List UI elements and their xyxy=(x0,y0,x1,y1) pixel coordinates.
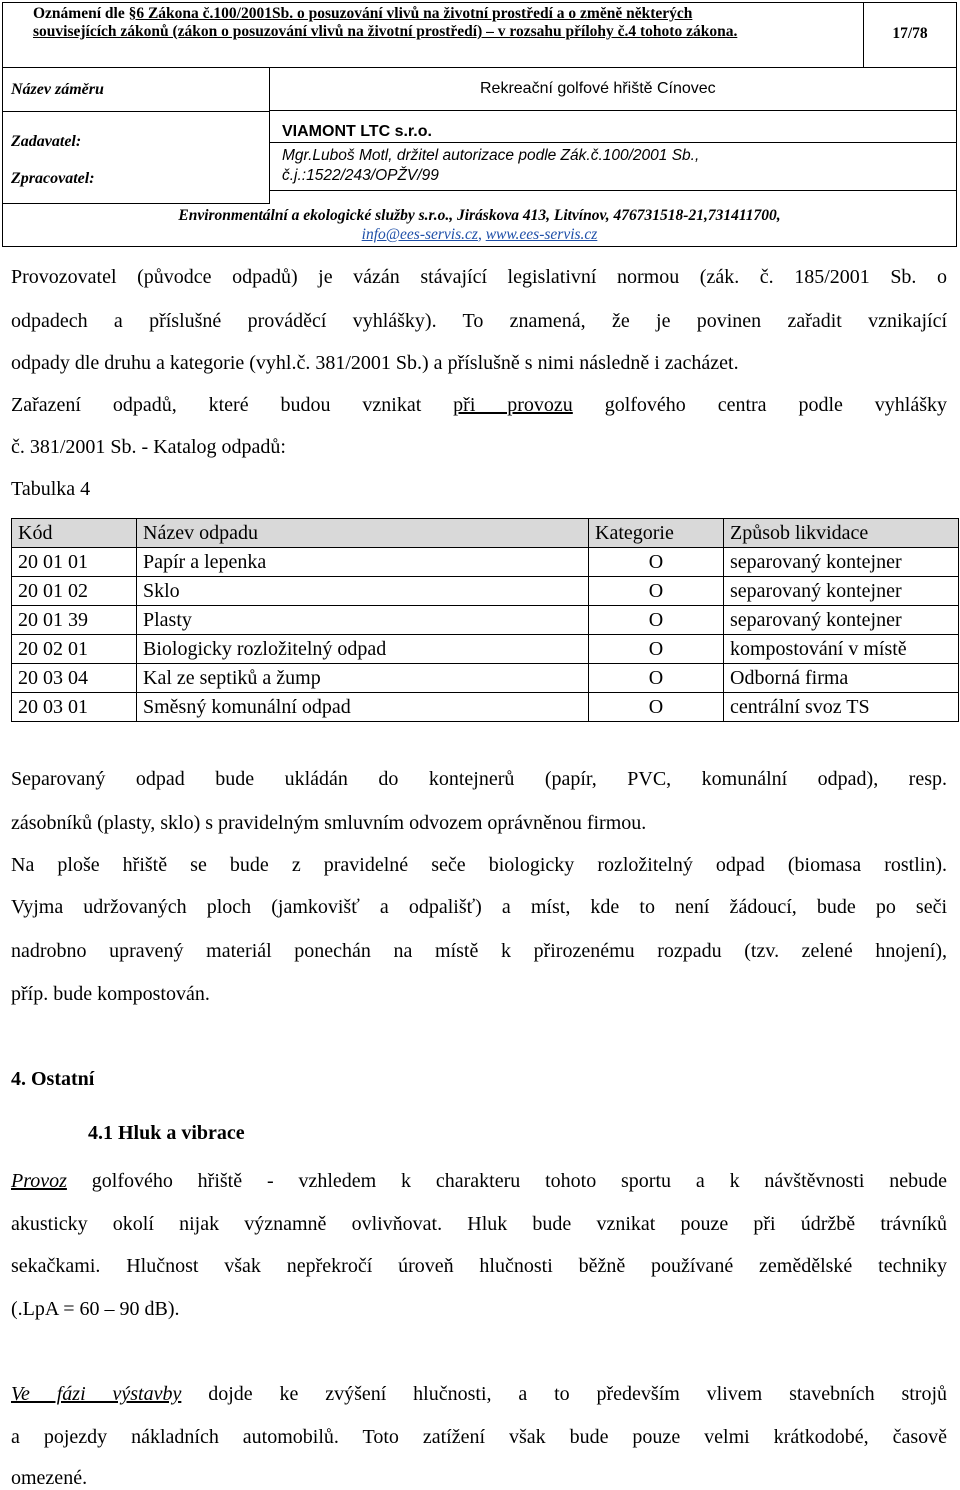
table-cell: 20 01 02 xyxy=(12,577,137,606)
p5-underlined: Provoz xyxy=(11,1170,67,1192)
table-header-row xyxy=(12,519,959,548)
paragraph-6-line-3: omezené. xyxy=(11,1467,88,1489)
table-cell: Odborná firma xyxy=(724,664,959,693)
zpracovatel-value xyxy=(270,143,956,191)
notice-line-1 xyxy=(33,5,863,23)
header-values xyxy=(270,68,956,204)
table-cell: O xyxy=(589,664,724,693)
table-cell: separovaný kontejner xyxy=(724,606,959,635)
paragraph-4-line-2: Vyjma udržovaných ploch (jamkovišť a odpališť) a míst, kde to není žádoucí, bude po seči xyxy=(11,896,947,918)
table-cell: O xyxy=(589,606,724,635)
web-link[interactable]: www.ees-servis.cz xyxy=(485,226,598,243)
table-cell: centrální svoz TS xyxy=(724,693,959,722)
section-heading-4: 4. Ostatní xyxy=(11,1068,95,1090)
table-cell: O xyxy=(589,548,724,577)
company-line: Environmentální a ekologické služby s.r.o., Jiráskova 413, Litvínov, 476731518-21,731411700, xyxy=(178,207,781,224)
table-row xyxy=(12,577,959,606)
label-zadavatel: Zadavatel: xyxy=(11,133,82,150)
link-separator: , xyxy=(477,226,482,243)
table-header-cell: Název odpadu xyxy=(137,519,589,548)
paragraph-5-line-3: sekačkami. Hlučnost však nepřekročí úroveň hlučnosti běžně používané zemědělské techniky xyxy=(11,1255,947,1277)
paragraph-5-line-4: (.LpA = 60 – 90 dB). xyxy=(11,1298,180,1320)
waste-table xyxy=(11,518,959,722)
p6-underlined: Ve fázi výstavby xyxy=(11,1383,182,1405)
table-cell: 20 01 39 xyxy=(12,606,137,635)
paragraph-1-line-1: Provozovatel (původce odpadů) je vázán stávající legislativní normou (zák. č. 185/2001 Sb. o xyxy=(11,266,947,288)
zpracovatel-line-1: Mgr.Luboš Motl, držitel autorizace podle Zák.č.100/2001 Sb., xyxy=(282,147,700,164)
notice-line-1-underlined: §6 Zákona č.100/2001Sb. o posuzování vlivů na životní prostředí a o změně některých xyxy=(128,5,693,22)
zadavatel-value: VIAMONT LTC s.r.o. xyxy=(270,111,956,143)
header-labels xyxy=(3,68,270,204)
table-cell: Směsný komunální odpad xyxy=(137,693,589,722)
p5-post: golfového hřiště - vzhledem k charakteru tohoto sportu a k návštěvnosti nebude xyxy=(66,1170,947,1192)
table-cell: Plasty xyxy=(137,606,589,635)
header-top-row xyxy=(3,3,956,67)
table-cell: O xyxy=(589,577,724,606)
table-cell: O xyxy=(589,635,724,664)
paragraph-4-line-3: nadrobno upravený materiál ponechán na místě k přirozenému rozpadu (tzv. zelené hnojení), xyxy=(11,940,947,962)
notice-line-1-pre: Oznámení dle xyxy=(33,5,129,22)
paragraph-5-line-1 xyxy=(11,1170,947,1193)
paragraph-1-line-3: odpady dle druhu a kategorie (vyhl.č. 381/2001 Sb.) a příslušně s nimi následně i zacházet. xyxy=(11,352,739,374)
paragraph-2-line-1 xyxy=(11,394,947,417)
table-cell: separovaný kontejner xyxy=(724,577,959,606)
table-row xyxy=(12,606,959,635)
page-number: 17/78 xyxy=(863,3,956,67)
table-caption: Tabulka 4 xyxy=(11,478,91,500)
paragraph-4-line-4: příp. bude kompostován. xyxy=(11,983,210,1005)
table-header-cell: Kód xyxy=(12,519,137,548)
project-name: Rekreační golfové hřiště Cínovec xyxy=(270,68,956,111)
p6-post: dojde ke zvýšení hlučnosti, a to především vlivem stavebních strojů xyxy=(181,1383,948,1405)
paragraph-2-line-2: č. 381/2001 Sb. - Katalog odpadů: xyxy=(11,436,286,458)
table-cell: 20 01 01 xyxy=(12,548,137,577)
table-cell: Papír a lepenka xyxy=(137,548,589,577)
table-cell: Biologicky rozložitelný odpad xyxy=(137,635,589,664)
table-cell: Kal ze septiků a žump xyxy=(137,664,589,693)
notice-line-2-text: souvisejících zákonů (zákon o posuzování vlivů na životní prostředí) – v rozsahu přílohy č.4 tohoto zákona. xyxy=(33,23,738,40)
p2-post: golfového centra podle vyhlášky xyxy=(572,394,947,416)
zpracovatel-line-2: č.j.:1522/243/OPŽV/99 xyxy=(282,167,439,184)
p2-pre: Zařazení odpadů, které budou vznikat xyxy=(11,394,454,416)
table-header-cell: Kategorie xyxy=(589,519,724,548)
table-cell: 20 02 01 xyxy=(12,635,137,664)
table-row xyxy=(12,635,959,664)
paragraph-4-line-1: Na ploše hřiště se bude z pravidelné seče biologicky rozložitelný odpad (biomasa rostlin). xyxy=(11,854,947,876)
table-row xyxy=(12,548,959,577)
paragraph-3-line-2: zásobníků (plasty, sklo) s pravidelným smluvním odvozem oprávněnou firmou. xyxy=(11,812,647,834)
paragraph-5-line-2: akusticky okolí nijak významně ovlivňovat. Hluk bude vznikat pouze při údržbě trávníků xyxy=(11,1213,947,1235)
table-cell: 20 03 01 xyxy=(12,693,137,722)
section-heading-4-1: 4.1 Hluk a vibrace xyxy=(88,1122,245,1144)
table-cell: 20 03 04 xyxy=(12,664,137,693)
p2-underlined: při provozu xyxy=(453,394,573,416)
document-header xyxy=(2,2,957,247)
label-nazev: Název záměru xyxy=(3,68,269,112)
header-grid xyxy=(3,67,956,204)
company-links xyxy=(3,225,956,244)
table-cell: Sklo xyxy=(137,577,589,606)
notice-line-2 xyxy=(33,23,863,41)
label-zpracovatel: Zpracovatel: xyxy=(3,155,269,204)
paragraph-6-line-1 xyxy=(11,1383,947,1406)
header-notice xyxy=(3,3,863,67)
table-cell: O xyxy=(589,693,724,722)
paragraph-6-line-2: a pojezdy nákladních automobilů. Toto zatížení však bude pouze velmi krátkodobé, časově xyxy=(11,1426,947,1448)
email-link[interactable]: info@ees-servis.cz xyxy=(361,226,478,243)
table-header-cell: Způsob likvidace xyxy=(724,519,959,548)
table-cell: kompostování v místě xyxy=(724,635,959,664)
table-row xyxy=(12,664,959,693)
paragraph-1-line-2: odpadech a příslušné prováděcí vyhlášky). To znamená, že je povinen zařadit vznikající xyxy=(11,310,947,332)
table-row xyxy=(12,693,959,722)
table-cell: separovaný kontejner xyxy=(724,548,959,577)
header-company xyxy=(3,204,956,246)
paragraph-3-line-1: Separovaný odpad bude ukládán do kontejnerů (papír, PVC, komunální odpad), resp. xyxy=(11,768,947,790)
